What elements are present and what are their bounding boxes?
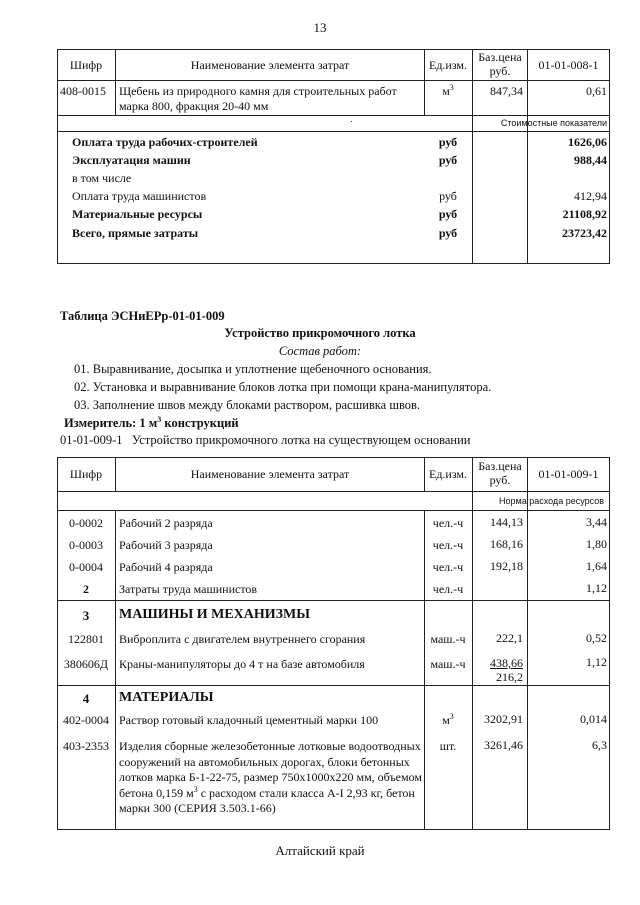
row-name: Затраты труда машинистов [119, 582, 258, 596]
row-code: 2 [83, 582, 89, 596]
summary-value: 21108,92 [562, 207, 607, 221]
measure-line: Измеритель: 1 $м^3$ конструкций [64, 414, 239, 430]
section-subtitle: Устройство прикромочного лотка [224, 326, 416, 340]
header-code: Шифр [69, 467, 103, 481]
summary-unit: руб [438, 135, 458, 149]
row-unit: чел.-ч [432, 538, 464, 552]
row-name: Раствор готовый кладочный цементный марки 100 [119, 713, 379, 727]
table1-row-price: 847,34 [490, 84, 523, 98]
row-code: 380606Д [63, 657, 109, 671]
row-unit: чел.-ч [432, 560, 464, 574]
table1-row-unit: $м^3$ [442, 83, 454, 98]
summary-value: 988,44 [574, 153, 607, 167]
row-price: 222,1 [496, 631, 523, 645]
row-unit: $м^3$ [442, 712, 454, 727]
row-value: 1,80 [586, 537, 607, 551]
page-number: 13 [313, 20, 327, 35]
header-unit: Ед.изм. [428, 58, 468, 72]
table1-row-value: 0,61 [586, 84, 607, 98]
summary-value: 1626,06 [568, 135, 607, 149]
work-item: 01. Выравнивание, досыпка и уплотнение щебеночного основания. [74, 362, 432, 376]
row-price: 168,16 [490, 537, 523, 551]
row-code: 4 [82, 691, 90, 706]
row-price-alt: 216,2 [496, 670, 523, 684]
summary-label: Оплата труда машинистов [72, 189, 207, 203]
row-unit: чел.-ч [432, 582, 464, 596]
summary-label: Всего, прямые затраты [72, 226, 199, 240]
summary-label: в том числе [72, 171, 132, 185]
row-price: 3202,91 [484, 712, 523, 726]
row-value: 1,12 [586, 655, 607, 669]
row-code: 3 [82, 608, 90, 623]
row-value: 1,12 [586, 581, 607, 595]
work-item: 02. Установка и выравнивание блоков лотка при помощи крана-манипулятора. [74, 380, 492, 394]
table1-note: Стоимостные показатели [500, 118, 607, 128]
row-value: 3,44 [586, 515, 607, 529]
summary-unit: руб [438, 207, 458, 221]
table1-mark: · [350, 116, 353, 126]
header-name: Наименование элемента затрат [190, 467, 350, 481]
row-code: 402-0004 [63, 713, 109, 727]
row-name: Виброплита с двигателем внутреннего сгорания [119, 632, 366, 646]
row-unit: маш.-ч [430, 632, 466, 646]
summary-label: Материальные ресурсы [72, 207, 203, 221]
row-name: МАШИНЫ И МЕХАНИЗМЫ [119, 607, 311, 622]
summary-value: 23723,42 [562, 226, 607, 240]
header-price: Баз.цена руб. [478, 50, 522, 78]
summary-unit: руб [438, 153, 458, 167]
row-code: 403-2353 [63, 739, 109, 753]
row-price: 144,13 [490, 515, 523, 529]
row-unit: маш.-ч [430, 657, 466, 671]
table-title: Таблица ЭСНиЕРр-01-01-009 [60, 309, 225, 323]
header-price: Баз.цена руб. [478, 459, 522, 487]
row-code: 0-0003 [69, 538, 103, 552]
summary-unit: руб [439, 189, 457, 203]
summary-value: 412,94 [574, 189, 607, 203]
row-name: Рабочий 3 разряда [119, 538, 213, 552]
row-name: Рабочий 2 разряда [119, 516, 213, 530]
row-price: 3261,46 [484, 738, 523, 752]
footer-region: Алтайский край [275, 843, 365, 858]
works-title: Состав работ: [278, 344, 362, 358]
row-code: 0-0004 [69, 560, 103, 574]
table2-note: Норма расхода ресурсов [499, 496, 604, 506]
row-name: Краны-манипуляторы до 4 т на базе автомобиля [119, 657, 365, 671]
summary-label: Эксплуатация машин [72, 153, 191, 167]
row-name: МАТЕРИАЛЫ [119, 690, 214, 705]
header-unit: Ед.изм. [428, 467, 468, 481]
row-price: 438,66 [490, 656, 523, 670]
row-unit: чел.-ч [432, 516, 464, 530]
row-value: 6,3 [592, 738, 607, 752]
row-value: 1,64 [586, 559, 607, 573]
table1-row-name: Щебень из природного камня для строительных работ марка 800, фракция 20-40 мм [119, 84, 397, 113]
table2-id: 01-01-009-1 [538, 467, 599, 481]
row-price: 192,18 [490, 559, 523, 573]
row-name: Изделия сборные железобетонные лотковые водоотводных сооружений на автомобильных дорогах, блоки бетонных лотков марка Б-1-22-75, размер 750х1000х220 мм, объемом бетона 0,159 $м^3$ с расходом стали класса А-I 2,93 кг, бетон марки 300 (СЕРИЯ 3.503.1-66) [119, 739, 422, 815]
row-value: 0,52 [586, 631, 607, 645]
table1-row-code: 408-0015 [60, 84, 106, 98]
summary-unit: руб [438, 226, 458, 240]
header-name: Наименование элемента затрат [190, 58, 350, 72]
row-name: Рабочий 4 разряда [119, 560, 213, 574]
table1-id: 01-01-008-1 [538, 58, 599, 72]
item-line: 01-01-009-1 Устройство прикромочного лотка на существующем основании [60, 433, 471, 447]
row-code: 0-0002 [69, 516, 103, 530]
row-code: 122801 [68, 632, 104, 646]
header-code: Шифр [69, 58, 103, 72]
summary-label: Оплата труда рабочих-строителей [72, 135, 258, 149]
row-unit: шт. [439, 739, 457, 753]
work-item: 03. Заполнение швов между блоками раствором, расшивка швов. [74, 398, 421, 412]
row-value: 0,014 [580, 712, 607, 726]
